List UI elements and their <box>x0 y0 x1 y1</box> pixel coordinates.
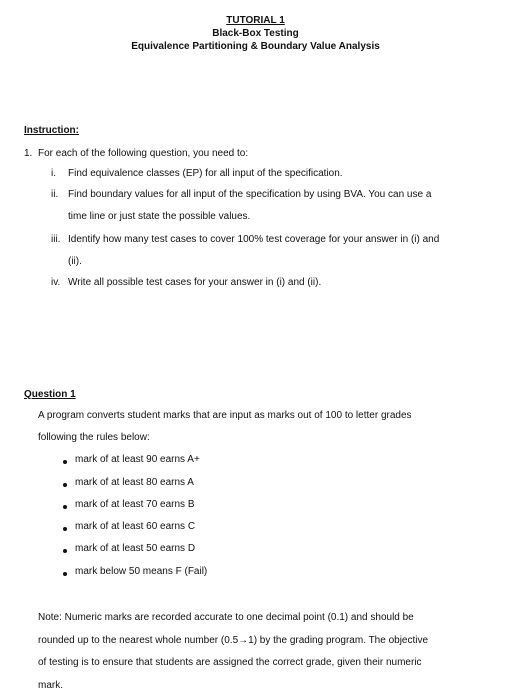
subitem-text-ii-line1: Find boundary values for all input of the specification by using BVA. You can use a <box>68 189 432 200</box>
question-intro-line2: following the rules below: <box>38 432 150 443</box>
bullet-icon <box>63 527 67 531</box>
bullet-icon <box>63 572 67 576</box>
rule-item: mark of at least 80 earns A <box>75 477 194 488</box>
note-line2: rounded up to the nearest whole number (0.5→1) by the grading program. The objective <box>38 635 429 646</box>
note-line4: mark. <box>38 680 63 691</box>
note-line1: Note: Numeric marks are recorded accurate to one decimal point (0.1) and should be <box>38 612 414 623</box>
subitem-text-i: Find equivalence classes (EP) for all input of the specification. <box>68 168 343 179</box>
tutorial-topic: Equivalence Partitioning & Boundary Value Analysis <box>131 41 380 52</box>
rule-item: mark of at least 50 earns D <box>75 543 196 554</box>
bullet-icon <box>63 460 67 464</box>
subitem-marker-ii: ii. <box>51 189 59 200</box>
rule-item: mark of at least 90 earns A+ <box>75 454 200 465</box>
subitem-marker-iii: iii. <box>51 234 61 245</box>
tutorial-title: TUTORIAL 1 <box>226 15 285 26</box>
instruction-heading: Instruction: <box>24 125 79 136</box>
instruction-item-text: For each of the following question, you need to: <box>38 148 249 159</box>
subitem-marker-i: i. <box>51 168 56 179</box>
instruction-item-number: 1. <box>24 148 33 159</box>
note-line3: of testing is to ensure that students are assigned the correct grade, given their numeric <box>38 657 422 668</box>
subitem-text-iii-line1: Identify how many test cases to cover 100% test coverage for your answer in (i) and <box>68 234 440 245</box>
bullet-icon <box>63 483 67 487</box>
rule-item: mark of at least 70 earns B <box>75 499 195 510</box>
bullet-icon <box>63 549 67 553</box>
tutorial-subtitle: Black-Box Testing <box>212 28 299 39</box>
document-header <box>0 14 511 53</box>
question-1-heading: Question 1 <box>24 389 76 400</box>
subitem-text-iv: Write all possible test cases for your answer in (i) and (ii). <box>68 277 322 288</box>
subitem-text-ii-line2: time line or just state the possible values. <box>68 211 251 222</box>
bullet-icon <box>63 505 67 509</box>
rule-item: mark of at least 60 earns C <box>75 521 196 532</box>
subitem-text-iii-line2: (ii). <box>68 256 82 267</box>
question-intro-line1: A program converts student marks that are input as marks out of 100 to letter grades <box>38 410 412 421</box>
rule-item: mark below 50 means F (Fail) <box>75 566 208 577</box>
subitem-marker-iv: iv. <box>51 277 61 288</box>
